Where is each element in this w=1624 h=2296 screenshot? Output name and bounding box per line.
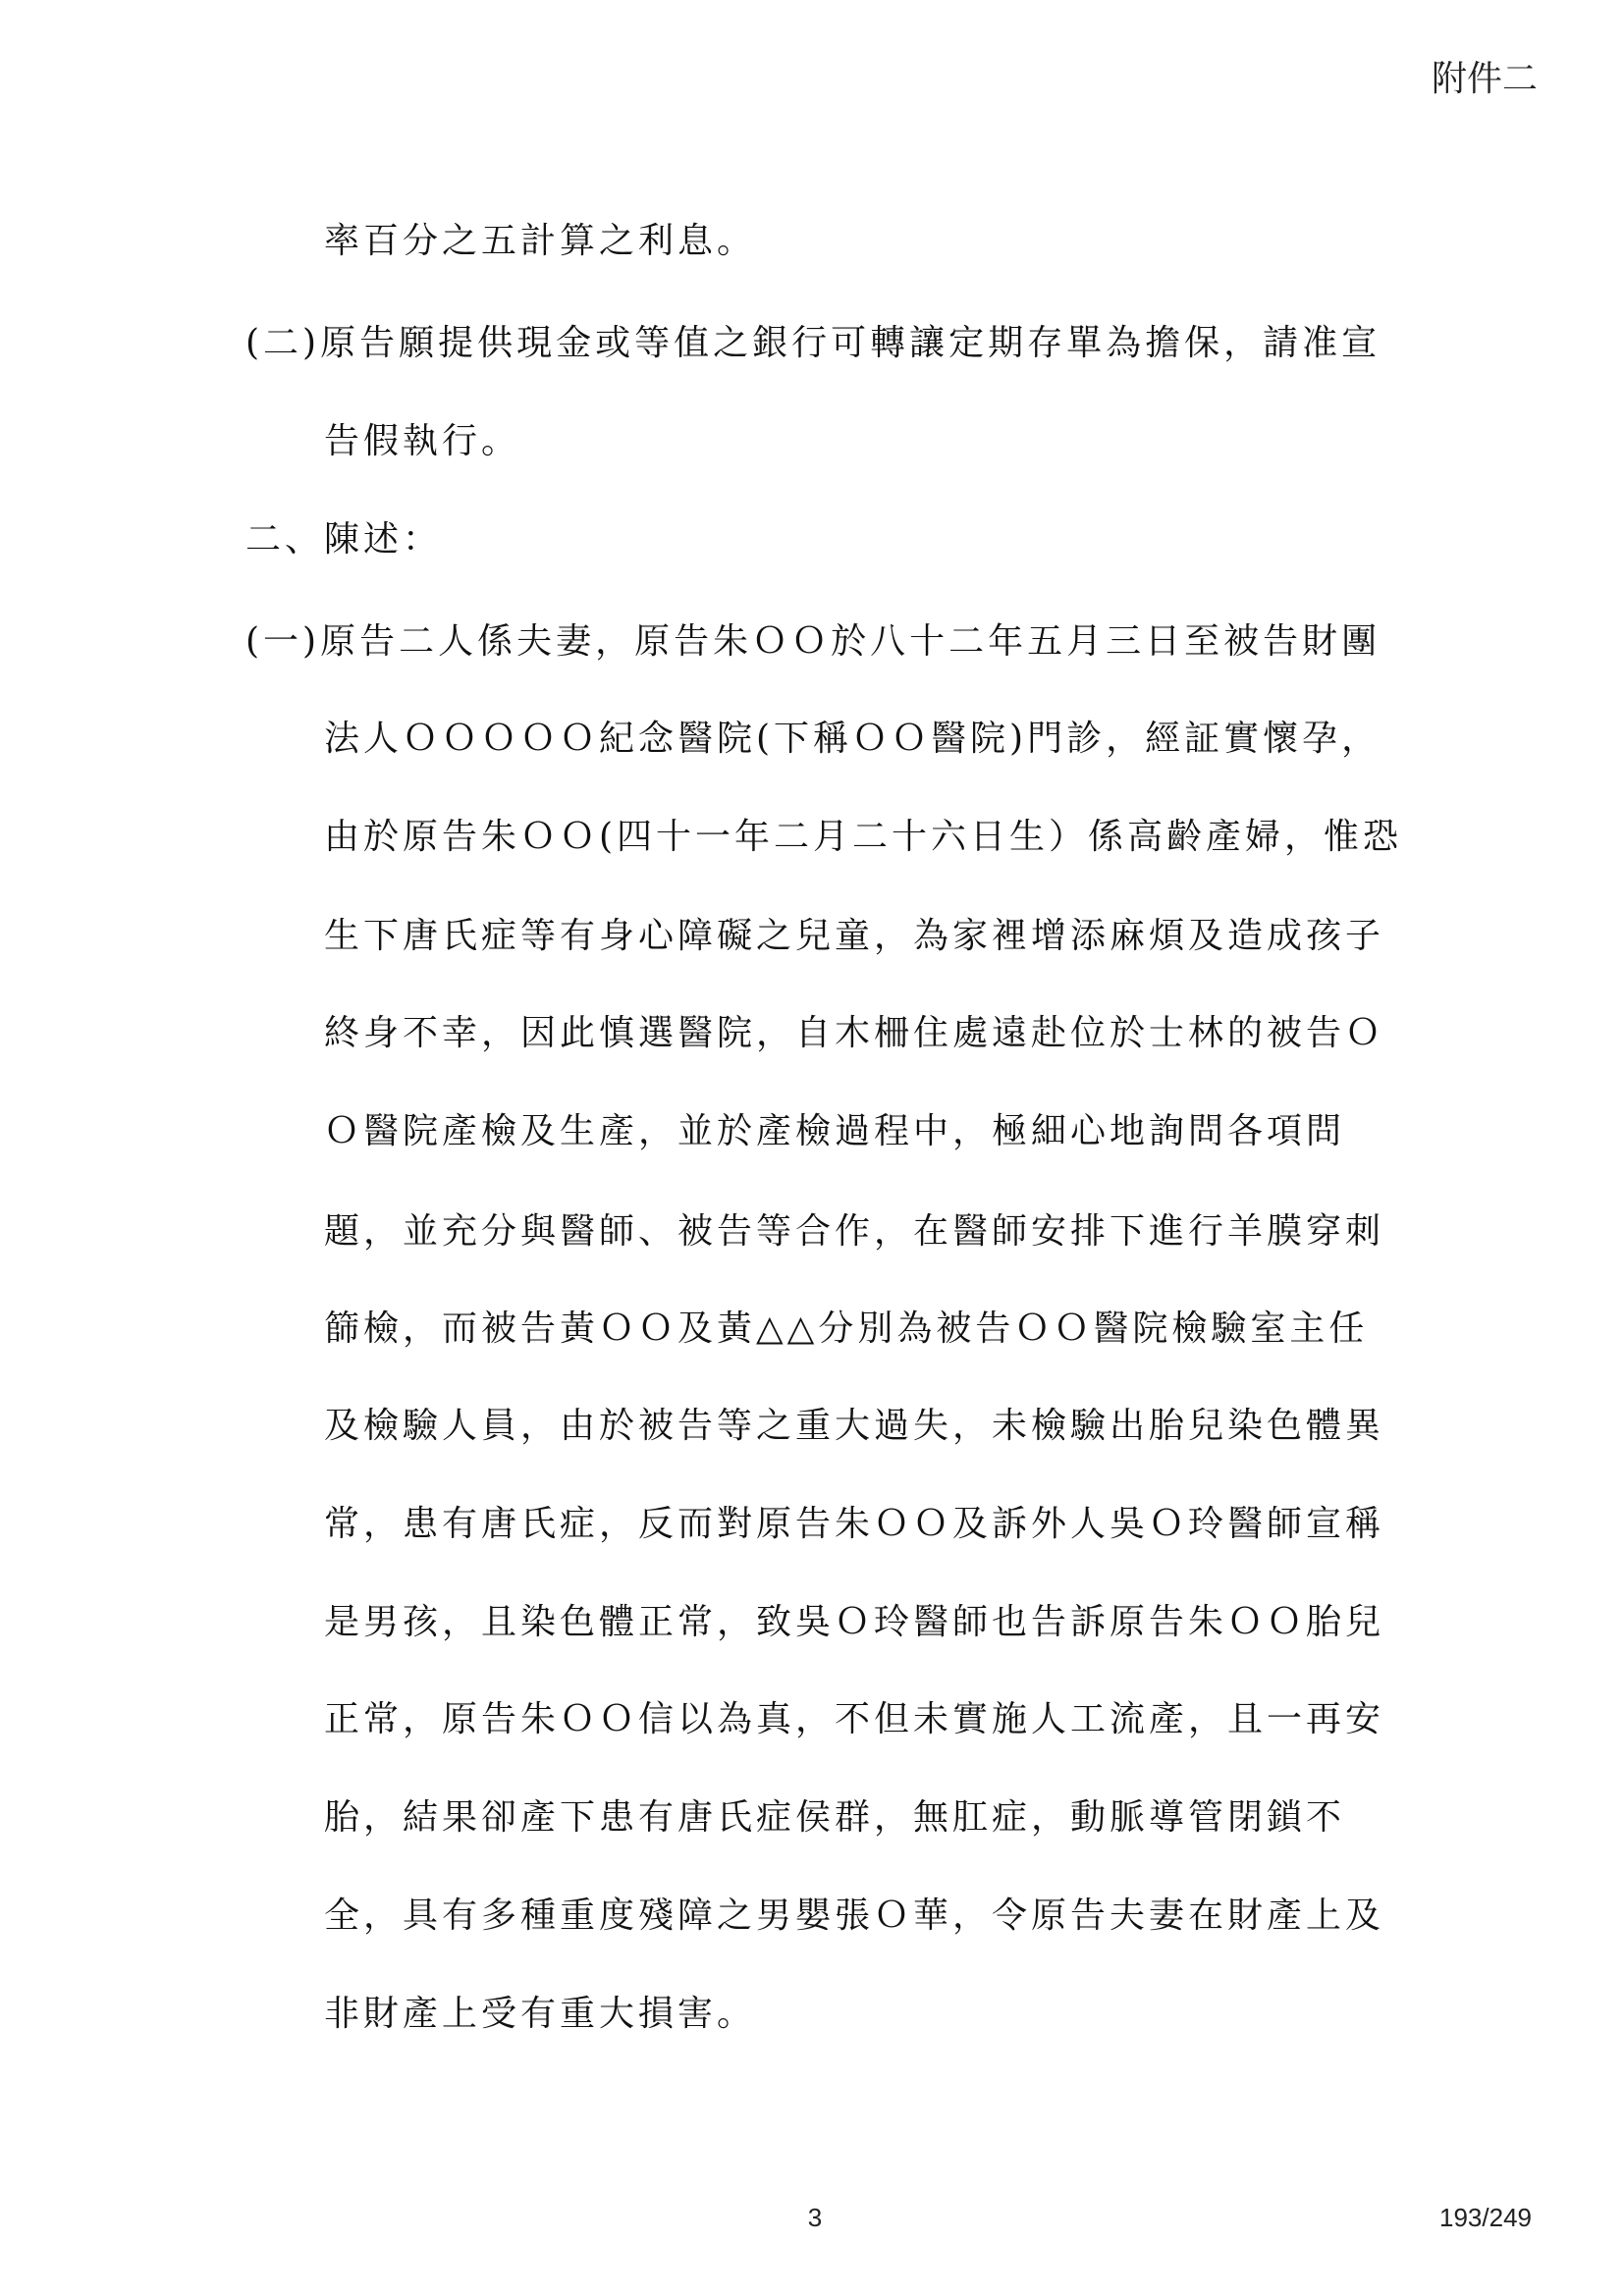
body-line: 題，並充分與醫師、被告等合作，在醫師安排下進行羊膜穿刺	[324, 1211, 1385, 1252]
section-heading: 二、陳述：	[245, 519, 443, 560]
body-line: 生下唐氏症等有身心障礙之兒童，為家裡增添麻煩及造成孩子	[324, 916, 1385, 956]
page-number: 3	[807, 2203, 823, 2232]
body-line: 非財產上受有重大損害。	[324, 1994, 757, 2034]
body-line: 正常，原告朱ＯＯ信以為真，不但未實施人工流產，且一再安	[324, 1699, 1385, 1739]
body-line: 法人ＯＯＯＯＯ紀念醫院(下稱ＯＯ醫院)門診，經証實懷孕，	[324, 719, 1381, 759]
annex-label: 附件二	[1431, 59, 1538, 99]
body-line: 由於原告朱ＯＯ(四十一年二月二十六日生）係高齡產婦，惟恐	[324, 817, 1403, 857]
body-line: 率百分之五計算之利息。	[324, 221, 757, 261]
body-line: 常，患有唐氏症，反而對原告朱ＯＯ及訴外人吳Ｏ玲醫師宣稱	[324, 1504, 1385, 1544]
body-line: 全，具有多種重度殘障之男嬰張Ｏ華，令原告夫妻在財產上及	[324, 1896, 1385, 1936]
body-line: 及檢驗人員，由於被告等之重大過失，未檢驗出胎兒染色體異	[324, 1406, 1385, 1446]
body-line: (二)原告願提供現金或等值之銀行可轉讓定期存單為擔保，請准宣	[245, 323, 1381, 363]
body-line: 胎，結果卻產下患有唐氏症侯群，無肛症，動脈導管閉鎖不	[324, 1797, 1346, 1838]
body-line: 篩檢，而被告黃ＯＯ及黃△△分別為被告ＯＯ醫院檢驗室主任	[324, 1308, 1369, 1349]
body-line: Ｏ醫院產檢及生產，並於產檢過程中，極細心地詢問各項問	[324, 1111, 1346, 1151]
body-line: (一)原告二人係夫妻，原告朱ＯＯ於八十二年五月三日至被告財團	[245, 621, 1381, 662]
body-line: 是男孩，且染色體正常，致吳Ｏ玲醫師也告訴原告朱ＯＯ胎兒	[324, 1602, 1385, 1642]
body-line: 終身不幸，因此慎選醫院，自木柵住處遠赴位於士林的被告Ｏ	[324, 1013, 1385, 1053]
body-line: 告假執行。	[324, 421, 521, 461]
page-count: 193/249	[1439, 2203, 1532, 2232]
